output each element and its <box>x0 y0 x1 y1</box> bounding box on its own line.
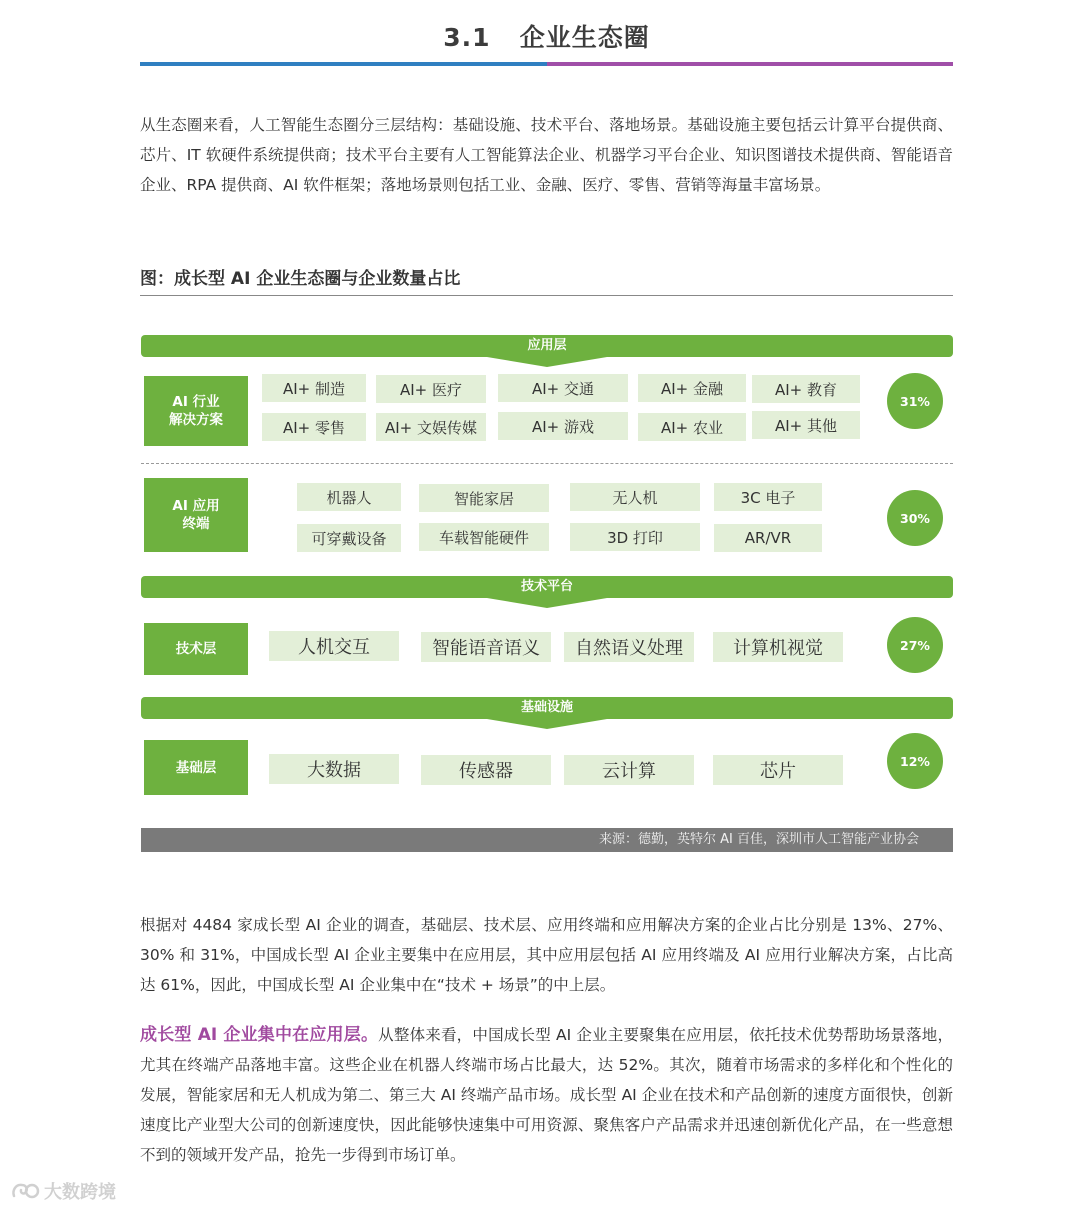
solution-chip: AI+ 其他 <box>752 411 860 439</box>
watermark <box>10 1178 116 1204</box>
share-badge-terminals: 30% <box>887 490 943 546</box>
share-badge-solutions: 31% <box>887 373 943 429</box>
section-title <box>140 18 953 54</box>
caption-divider <box>140 295 953 296</box>
label-infra-layer: 基础层 <box>144 740 248 795</box>
tech-chip: 智能语音语义 <box>421 632 551 662</box>
application-layer-paragraph <box>140 1020 953 1170</box>
tech-chip: 自然语义处理 <box>564 632 694 662</box>
solution-chip: AI+ 交通 <box>498 374 628 402</box>
solution-chip: AI+ 医疗 <box>376 375 486 403</box>
dashed-divider <box>141 463 953 464</box>
infra-chip: 传感器 <box>421 755 551 785</box>
figure-caption: 图：成长型 AI 企业生态圈与企业数量占比 <box>140 269 461 289</box>
terminal-chip: 智能家居 <box>419 484 549 512</box>
terminal-chip: 3C 电子 <box>714 483 822 511</box>
solution-chip: AI+ 农业 <box>638 413 746 441</box>
solution-chip: AI+ 游戏 <box>498 412 628 440</box>
tech-chip: 计算机视觉 <box>713 632 843 662</box>
terminal-chip: 可穿戴设备 <box>297 524 401 552</box>
watermark-text: 大数跨境 <box>44 1182 116 1203</box>
solution-chip: AI+ 金融 <box>638 374 746 402</box>
highlight-lead: 成长型 AI 企业集中在应用层。 <box>140 1025 379 1045</box>
infra-chip: 云计算 <box>564 755 694 785</box>
banner-application-layer: 应用层 <box>141 335 953 357</box>
solution-chip: AI+ 零售 <box>262 413 366 441</box>
paragraph-body: 从整体来看，中国成长型 AI 企业主要聚集在应用层，依托技术优势帮助场景落地，尤其在终端产品落地丰富。这些企业在机器人终端市场占比最大，达 52%。其次，随着市场需求的多样化和个性化的发展，智能家居和无人机成为第二、第三大 AI 终端产品市场。成长型 AI 企业在技术和产品创新的速度方面很快，创新速度比产业型大公司的创新速度快，因此能够快速集中可用资源、聚焦客户产品需求并迅速创新优化产品，在一些意想不到的领域开发产品，抢先一步得到市场订单。 <box>140 1026 954 1164</box>
terminal-chip: 车载智能硬件 <box>419 523 549 551</box>
label-ai-terminals <box>144 478 248 552</box>
label-line: AI 行业 <box>172 394 220 410</box>
infra-chip: 大数据 <box>269 754 399 784</box>
label-ai-solutions <box>144 376 248 446</box>
title-underline <box>140 62 953 66</box>
terminal-chip: 无人机 <box>570 483 700 511</box>
intro-paragraph: 从生态圈来看，人工智能生态圈分三层结构：基础设施、技术平台、落地场景。基础设施主要包括云计算平台提供商、芯片、IT 软硬件系统提供商；技术平台主要有人工智能算法企业、机器学习平台企业、知识图谱技术提供商、智能语音企业、RPA 提供商、AI 软件框架；落地场景则包括工业、金融、医疗、零售、营销等海量丰富场景。 <box>140 116 953 194</box>
share-badge-infra: 12% <box>887 733 943 789</box>
label-line: 解决方案 <box>169 412 223 428</box>
label-line: 终端 <box>182 516 210 532</box>
section-heading: 企业生态圈 <box>519 23 650 52</box>
tech-chip: 人机交互 <box>269 631 399 661</box>
solution-chip: AI+ 文娱传媒 <box>376 413 486 441</box>
banner-tech-platform: 技术平台 <box>141 576 953 598</box>
watermark-logo-icon <box>10 1180 40 1202</box>
label-tech-layer: 技术层 <box>144 623 248 675</box>
solution-chip: AI+ 教育 <box>752 375 860 403</box>
terminal-chip: 机器人 <box>297 483 401 511</box>
banner-infrastructure: 基础设施 <box>141 697 953 719</box>
terminal-chip: AR/VR <box>714 524 822 552</box>
section-number: 3.1 <box>443 23 491 52</box>
infra-chip: 芯片 <box>713 755 843 785</box>
survey-paragraph: 根据对 4484 家成长型 AI 企业的调查，基础层、技术层、应用终端和应用解决方案的企业占比分别是 13%、27%、30% 和 31%，中国成长型 AI 企业主要集中在应用层，其中应用层包括 AI 应用终端及 AI 应用行业解决方案，占比高达 61%，因此，中国成长型 AI 企业集中在“技术 + 场景”的中上层。 <box>140 916 953 994</box>
share-badge-tech: 27% <box>887 617 943 673</box>
terminal-chip: 3D 打印 <box>570 523 700 551</box>
label-line: AI 应用 <box>172 498 220 514</box>
figure-source: 来源：德勤，英特尔 AI 百佳，深圳市人工智能产业协会 <box>141 828 953 852</box>
solution-chip: AI+ 制造 <box>262 374 366 402</box>
